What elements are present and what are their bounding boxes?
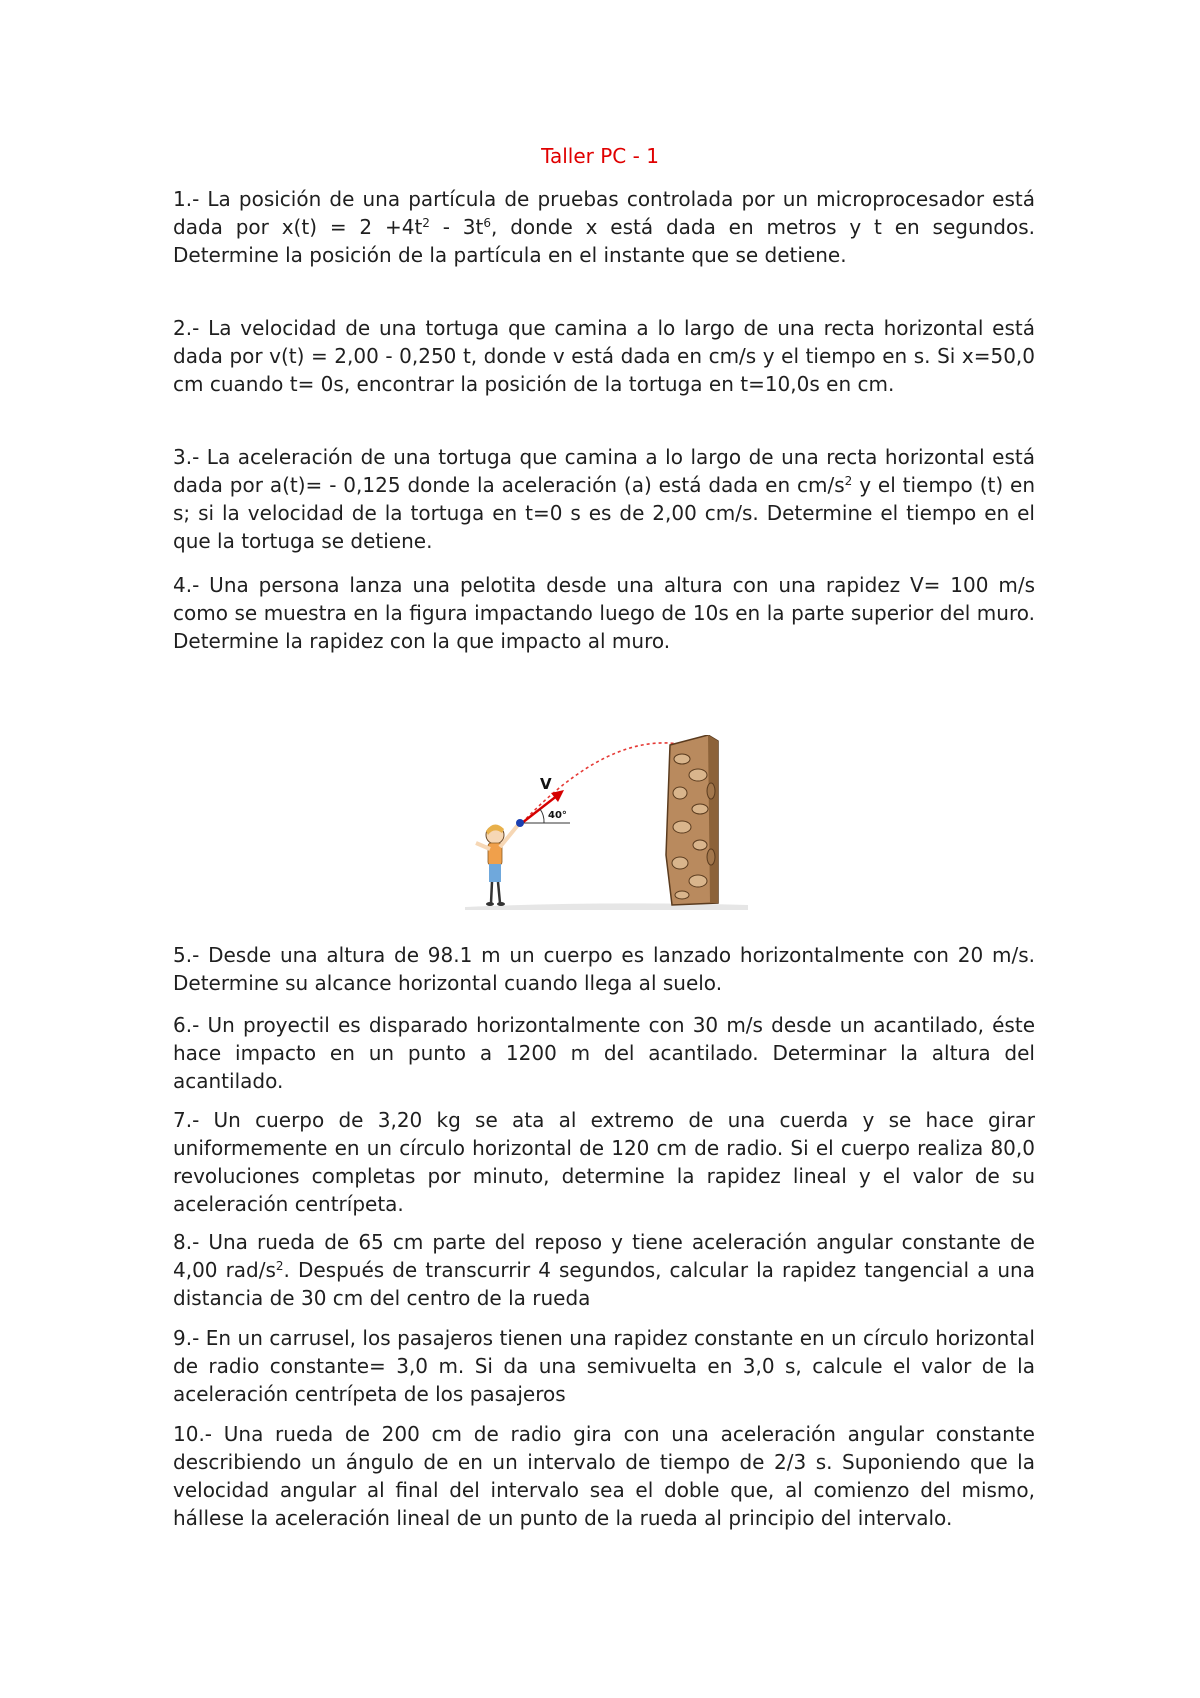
stone-wall-icon xyxy=(666,735,718,905)
ground-shadow xyxy=(465,903,748,910)
problem-1-text-b: - 3t xyxy=(429,215,484,239)
problem-7: 7.- Un cuerpo de 3,20 kg se ata al extremo de una cuerda y se hace girar uniformemente en un círculo horizontal de 120 cm de radio. Si el cuerpo realiza 80,0 revoluciones completas por minuto, determine la rapidez lineal y el valor de su aceleración centrípeta. xyxy=(173,1108,1035,1216)
problem-8-text-b: . Después de transcurrir 4 segundos, calcular la rapidez tangencial a una distancia de 30 cm del centro de la rueda xyxy=(173,1258,1035,1310)
problem-6: 6.- Un proyectil es disparado horizontalmente con 30 m/s desde un acantilado, éste hace impacto en un punto a 1200 m del acantilado. Determinar la altura del acantilado. xyxy=(173,1013,1035,1093)
child-thrower-icon xyxy=(476,819,524,906)
problem-1-text-a: 1.- La posición de una partícula de pruebas controlada por un microprocesador está dada por x(t) = 2 +4t xyxy=(173,187,1035,239)
problem-1-exponent-1: 2 xyxy=(422,216,430,230)
problem-4: 4.- Una persona lanza una pelotita desde una altura con una rapidez V= 100 m/s como se muestra en la figura impactando luego de 10s en la parte superior del muro. Determine la rapidez con la que impacto al muro. xyxy=(173,573,1035,653)
problem-3-text-b: y el tiempo (t) en s; si la velocidad de la tortuga en t=0 s es de 2,00 cm/s. Determine el tiempo en el que la tortuga se detiene. xyxy=(173,473,1036,553)
document-title: Taller PC - 1 xyxy=(541,144,659,168)
problem-8-exponent: 2 xyxy=(275,1259,284,1273)
problem-10: 10.- Una rueda de 200 cm de radio gira con una aceleración angular constante describiendo un ángulo de en un intervalo de tiempo de 2/3 s. Suponiendo que la velocidad angular al final del intervalo sea el doble que, al comienzo del mismo, hállese la aceleración lineal de un punto de la rueda al principio del intervalo. xyxy=(173,1422,1035,1530)
problem-9: 9.- En un carrusel, los pasajeros tienen una rapidez constante en un círculo horizontal de radio constante= 3,0 m. Si da una semivuelta en 3,0 s, calcule el valor de la aceleración centrípeta de los pasajeros xyxy=(173,1326,1035,1406)
problem-3-exponent: 2 xyxy=(844,474,853,488)
problem-2: 2.- La velocidad de una tortuga que camina a lo largo de una recta horizontal está dada por v(t) = 2,00 - 0,250 t, donde v está dada en cm/s y el tiempo en s. Si x=50,0 cm cuando t= 0s, encontrar la posición de la tortuga en t=10,0s en cm. xyxy=(173,316,1035,396)
problem-1 xyxy=(173,185,1035,269)
problem-3 xyxy=(173,443,1035,555)
problem-1-text-c: , donde x está dada en metros y t en segundos. Determine la posición de la partícula en el instante que se detiene. xyxy=(173,215,1035,267)
ball-icon xyxy=(516,819,524,827)
problem-8 xyxy=(173,1228,1035,1312)
projectile-wall-figure xyxy=(460,735,750,910)
problem-3-text-a: 3.- La aceleración de una tortuga que camina a lo largo de una recta horizontal está dada por a(t)= - 0,125 donde la aceleración (a) está dada en cm/s xyxy=(173,445,1035,497)
problem-1-exponent-2: 6 xyxy=(483,216,492,230)
problem-8-text-a: 8.- Una rueda de 65 cm parte del reposo y tiene aceleración angular constante de 4,00 rad/s xyxy=(173,1230,1035,1282)
velocity-label: V xyxy=(540,775,552,793)
problem-5: 5.- Desde una altura de 98.1 m un cuerpo es lanzado horizontalmente con 20 m/s. Determine su alcance horizontal cuando llega al suelo. xyxy=(173,943,1035,995)
angle-arc xyxy=(540,809,544,823)
angle-label: 40° xyxy=(548,810,567,821)
